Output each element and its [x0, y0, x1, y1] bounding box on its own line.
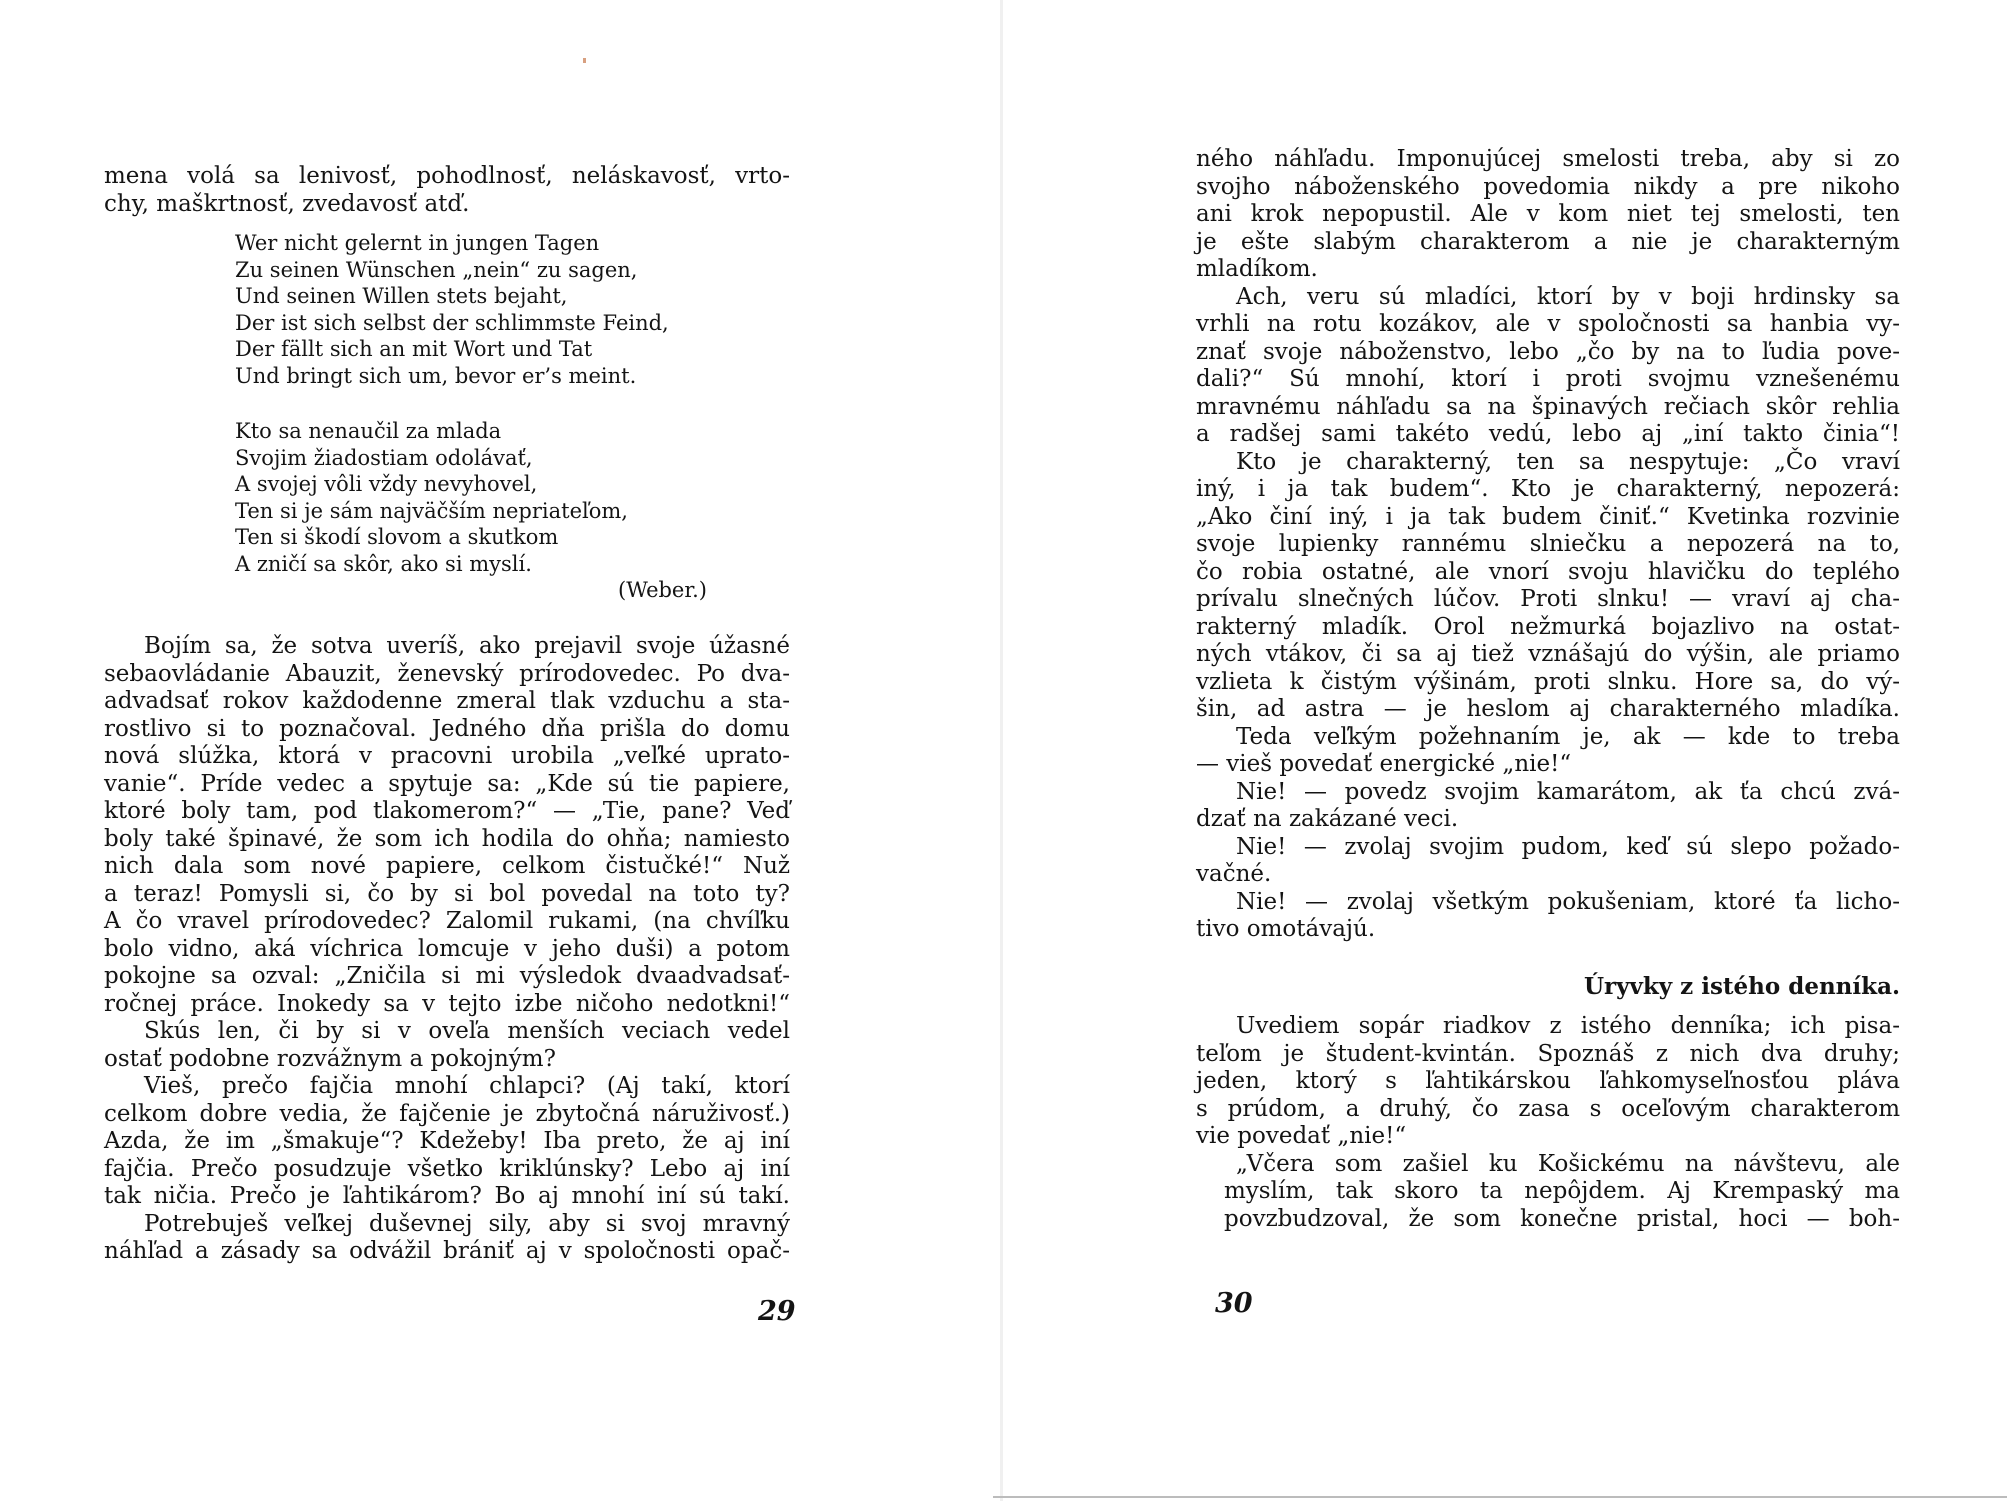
poem-line: Der ist sich selbst der schlimmste Feind,: [235, 310, 669, 335]
text-line: „Včera som zašiel ku Košickému na návštevu, ale: [1236, 1150, 1900, 1177]
text-line: mravnému náhľadu sa na špinavých rečiach skôr rehlia: [1196, 393, 1900, 420]
text-line: sebaovládanie Abauzit, ženevský prírodovedec. Po dva-: [104, 660, 790, 687]
text-line: dali?“ Sú mnohí, ktorí i proti svojmu vznešenému: [1196, 366, 1900, 392]
text-line: chy, maškrtnosť, zvedavosť atď.: [104, 190, 470, 217]
left-page: [0, 0, 1000, 1501]
text-line: znať svoje náboženstvo, lebo „čo by na to ľudia pove-: [1196, 338, 1900, 365]
text-line: Azda, že im „šmakuje“? Kdežeby! Iba preto, že aj iní: [104, 1128, 790, 1154]
text-line: nová slúžka, ktorá v pracovni urobila „veľké upratο-: [104, 743, 790, 769]
text-line: myslím, tak skoro ta nepôjdem. Aj Krempaský ma: [1224, 1178, 1900, 1204]
text-line: tivo omotávajú.: [1196, 916, 1376, 942]
text-line: ných vtákov, či sa aj tiež vznášajú do výšin, ale priamo: [1196, 641, 1900, 667]
poem-line: Zu seinen Wünschen „nein“ zu sagen,: [235, 257, 638, 282]
poem-line: Kto sa nenaučil za mlada: [235, 419, 502, 443]
text-line: Nie! — zvolaj svojim pudom, keď sú slepo požado-: [1236, 833, 1900, 860]
text-line: celkom dobre vedia, že fajčenie je zbytočná náruživosť.): [104, 1100, 790, 1127]
poem-line: A svojej vôli vždy nevyhovel,: [235, 472, 538, 497]
text-line: ktoré boly tam, pod tlakomerom?“ — „Tie, pane? Veď: [104, 798, 790, 824]
poem-attribution: (Weber.): [618, 578, 707, 602]
german-poem: [235, 230, 669, 390]
text-line: iný, i ja tak budem“. Kto je charakterný, nepozerá:: [1196, 476, 1900, 502]
text-line: vačné.: [1196, 861, 1272, 887]
text-line: prívalu slnečných lúčov. Proti slnku! — vraví aj cha-: [1196, 586, 1900, 612]
text-line: „Ako činí iný, i ja tak budem činiť.“ Kvetinka rozvinie: [1196, 503, 1900, 530]
text-line: Bojím sa, že sotva uveríš, ako prejavil svoje úžasné: [144, 633, 790, 659]
poem-line: A zničí sa skôr, ako si myslí.: [235, 551, 532, 576]
text-line: mena volá sa lenivosť, pohodlnosť, neláskavosť, vrto-: [104, 163, 790, 189]
text-line: dzať na zakázané veci.: [1196, 806, 1459, 832]
poem-line: Wer nicht gelernt in jungen Tagen: [235, 231, 600, 255]
text-line: Ach, veru sú mladíci, ktorí by v boji hrdinsky sa: [1236, 283, 1900, 310]
text-line: s prúdom, a druhý, čo zasa s oceľovým charakterom: [1196, 1095, 1900, 1122]
text-line: Vieš, prečo fajčia mnohí chlapci? (Aj takí, ktorí: [144, 1073, 790, 1099]
left-body-text: [104, 633, 790, 1266]
poem-line: Und bringt sich um, bevor er’s meint.: [235, 363, 637, 388]
text-line: náhľad a zásady sa odvážil brániť aj v spoločnosti opač-: [104, 1238, 790, 1264]
page-number: 30: [1215, 1288, 1253, 1319]
text-line: bolo vidno, aká víchrica lomcuje v jeho duši) a potom: [104, 935, 790, 962]
text-line: je ešte slabým charakterom a nie je charakterným: [1196, 228, 1900, 255]
text-line: boly také špinavé, že som ich hodila do ohňa; namiesto: [104, 825, 790, 852]
text-line: pokojne sa ozval: „Zničila si mi výsledok dvaadvadsať-: [104, 963, 790, 989]
poem-line: Ten si je sám najväčším nepriateľom,: [235, 498, 628, 523]
text-line: jeden, ktorý s ľahtikárskou ľahkomyseľnosťou pláva: [1196, 1068, 1900, 1094]
text-line: a teraz! Pomysli si, čo by si bol povedal na toto ty?: [104, 880, 790, 907]
text-line: Kto je charakterný, ten sa nespytuje: „Čo vraví: [1236, 448, 1900, 475]
text-line: — vieš povedať energické „nie!“: [1196, 751, 1572, 777]
text-line: ročnej práce. Inokedy sa v tejto izbe ničoho nedotkni!“: [104, 990, 790, 1017]
text-line: Nie! — zvolaj všetkým pokušeniam, ktoré ťa licho-: [1236, 888, 1900, 915]
text-line: a radšej sami takéto vedú, lebo aj „iní takto činia“!: [1196, 421, 1900, 447]
text-line: mladíkom.: [1196, 256, 1318, 282]
text-line: vrhli na rotu kozákov, ale v spoločnosti sa hanbia vy-: [1196, 311, 1900, 337]
text-line: teľom je študent-kvintán. Spoznáš z nich dva druhy;: [1196, 1040, 1900, 1067]
text-line: tak ničia. Prečo je ľahtikárom? Bo aj mnohí iní sú takí.: [104, 1183, 790, 1209]
text-line: ani krok nepopustil. Ale v kom niet tej smelosti, ten: [1196, 201, 1900, 227]
text-line: vzlieta k čistým výšinám, proti slnku. Hore sa, do vý-: [1196, 668, 1900, 695]
text-line: Skús len, či by si v oveľa menších veciach vedel: [144, 1018, 790, 1044]
poem-line: Der fällt sich an mit Wort und Tat: [235, 337, 593, 362]
text-line: čo robia ostatné, ale vnorí svoju hlavičku do teplého: [1196, 558, 1900, 585]
text-line: Potrebuješ veľkej duševnej sily, aby si svoj mravný: [144, 1210, 790, 1237]
text-line: ného náhľadu. Imponujúcej smelosti treba, aby si zo: [1196, 146, 1900, 172]
right-top-text: [1196, 146, 1900, 944]
text-line: rostlivo si to poznačoval. Jedného dňa prišla do domu: [104, 715, 790, 742]
poem-line: Ten si škodí slovom a skutkom: [235, 525, 559, 550]
text-line: Uvediem sopár riadkov z istého denníka; ich pisa-: [1236, 1013, 1900, 1039]
right-page: [1003, 0, 2007, 1501]
left-top-text: [104, 163, 790, 218]
text-line: fajčia. Prečo posudzuje všetko kriklúnsky? Lebo aj iní: [104, 1155, 790, 1182]
text-line: rakterný mladík. Orol nežmurká bojazlivo na ostat-: [1196, 613, 1900, 640]
text-line: vanie“. Príde vedec a spytuje sa: „Kde sú tie papiere,: [104, 770, 790, 797]
poem-line: Und seinen Willen stets bejaht,: [235, 284, 568, 309]
text-line: A čo vravel prírodovedec? Zalomil rukami, (na chvíľku: [104, 908, 790, 934]
text-line: svojho náboženského povedomia nikdy a pre nikoho: [1196, 173, 1900, 200]
text-line: Teda veľkým požehnaním je, ak — kde to treba: [1236, 723, 1900, 750]
slovak-poem: [235, 418, 628, 578]
text-line: advadsať rokov každodenne zmeral tlak vzduchu a sta-: [104, 688, 790, 714]
text-line: vie povedať „nie!“: [1196, 1123, 1407, 1149]
text-line: šin, ad astra — je heslom aj charakterného mladíka.: [1196, 696, 1900, 722]
text-line: povzbudzoval, že som konečne pristal, hoci — boh-: [1224, 1205, 1900, 1232]
section-heading: Úryvky z istého denníka.: [1583, 973, 1900, 1000]
text-line: Nie! — povedz svojim kamarátom, ak ťa chcú zvá-: [1236, 778, 1900, 805]
poem-line: Svojim žiadostiam odolávať,: [235, 445, 533, 470]
ink-speck: [583, 58, 586, 63]
text-line: nich dala som nové papiere, celkom čistučké!“ Nuž: [104, 853, 790, 879]
right-bottom-text: [1196, 1013, 1900, 1233]
text-line: ostať podobne rozvážnym a pokojným?: [104, 1045, 556, 1072]
text-line: svoje lupienky rannému slniečku a nepozerá na to,: [1196, 531, 1900, 557]
scan-edge-line: [993, 1496, 2007, 1498]
page-number: 29: [758, 1296, 796, 1327]
